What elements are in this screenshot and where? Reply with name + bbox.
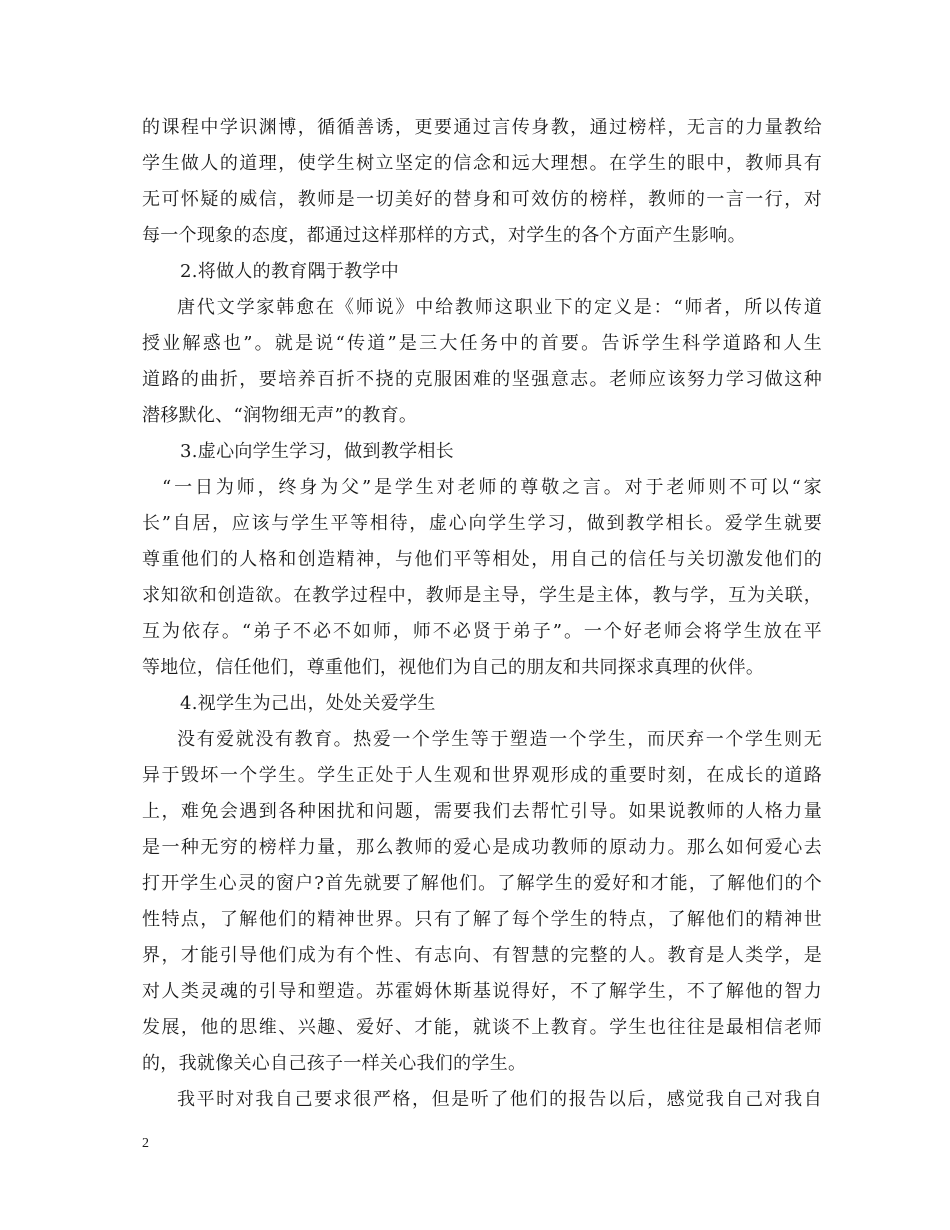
section-heading: 2.将做人的教育隅于教学中 <box>180 261 400 282</box>
section-heading: 3.虚心向学生学习，做到教学相长 <box>180 441 454 462</box>
paragraph-line: “一日为师，终身为父”是学生对老师的尊敬之言。对于老师则不可以“家 <box>162 477 822 498</box>
paragraph-line: 界，才能引导他们成为有个性、有志向、有智慧的完整的人。教育是人类学，是 <box>142 945 822 966</box>
paragraph-line: 互为依存。“弟子不必不如师，师不必贤于弟子”。一个好老师会将学生放在平 <box>142 621 822 642</box>
paragraph-line: 长”自居，应该与学生平等相待，虚心向学生学习，做到教学相长。爱学生就要 <box>142 513 822 534</box>
paragraph-line: 的课程中学识渊博，循循善诱，更要通过言传身教，通过榜样，无言的力量教给 <box>142 117 822 138</box>
paragraph-line: 求知欲和创造欲。在教学过程中，教师是主导，学生是主体，教与学，互为关联， <box>142 585 822 606</box>
paragraph-line: 每一个现象的态度，都通过这样那样的方式，对学生的各个方面产生影响。 <box>142 225 746 246</box>
paragraph-line: 道路的曲折，要培养百折不挠的克服困难的坚强意志。老师应该努力学习做这种 <box>142 369 822 390</box>
page-number: 2 <box>142 1136 149 1151</box>
paragraph-line: 学生做人的道理，使学生树立坚定的信念和远大理想。在学生的眼中，教师具有 <box>142 153 822 174</box>
paragraph-line: 潜移默化、“润物细无声”的教育。 <box>142 405 418 426</box>
paragraph-line: 对人类灵魂的引导和塑造。苏霍姆休斯基说得好，不了解学生，不了解他的智力 <box>142 981 822 1002</box>
paragraph-line: 打开学生心灵的窗户?首先就要了解他们。了解学生的爱好和才能，了解他们的个 <box>142 873 822 894</box>
paragraph-line: 没有爱就没有教育。热爱一个学生等于塑造一个学生，而厌弃一个学生则无 <box>177 729 822 750</box>
paragraph-line: 我平时对我自己要求很严格，但是听了他们的报告以后，感觉我自己对我自 <box>177 1089 822 1110</box>
document-body <box>142 110 822 1118</box>
paragraph-line: 异于毁坏一个学生。学生正处于人生观和世界观形成的重要时刻，在成长的道路 <box>142 765 822 786</box>
paragraph-line: 发展，他的思维、兴趣、爱好、才能，就谈不上教育。学生也往往是最相信老师 <box>142 1017 822 1038</box>
paragraph-line: 上，难免会遇到各种困扰和问题，需要我们去帮忙引导。如果说教师的人格力量 <box>142 801 822 822</box>
section-heading: 4.视学生为己出，处处关爱学生 <box>180 693 436 714</box>
paragraph-line: 无可怀疑的威信，教师是一切美好的替身和可效仿的榜样，教师的一言一行，对 <box>142 189 822 210</box>
paragraph-line: 唐代文学家韩愈在《师说》中给教师这职业下的定义是：“师者，所以传道 <box>177 297 822 318</box>
paragraph-line: 尊重他们的人格和创造精神，与他们平等相处，用自己的信任与关切激发他们的 <box>142 549 822 570</box>
paragraph-line: 等地位，信任他们，尊重他们，视他们为自己的朋友和共同探求真理的伙伴。 <box>142 657 765 678</box>
paragraph-line: 性特点，了解他们的精神世界。只有了解了每个学生的特点，了解他们的精神世 <box>142 909 822 930</box>
paragraph-line: 是一种无穷的榜样力量，那么教师的爱心是成功教师的原动力。那么如何爱心去 <box>142 837 822 858</box>
paragraph-line: 授业解惑也”。就是说“传道”是三大任务中的首要。告诉学生科学道路和人生 <box>142 333 822 354</box>
paragraph-line: 的，我就像关心自己孩子一样关心我们的学生。 <box>142 1053 527 1074</box>
